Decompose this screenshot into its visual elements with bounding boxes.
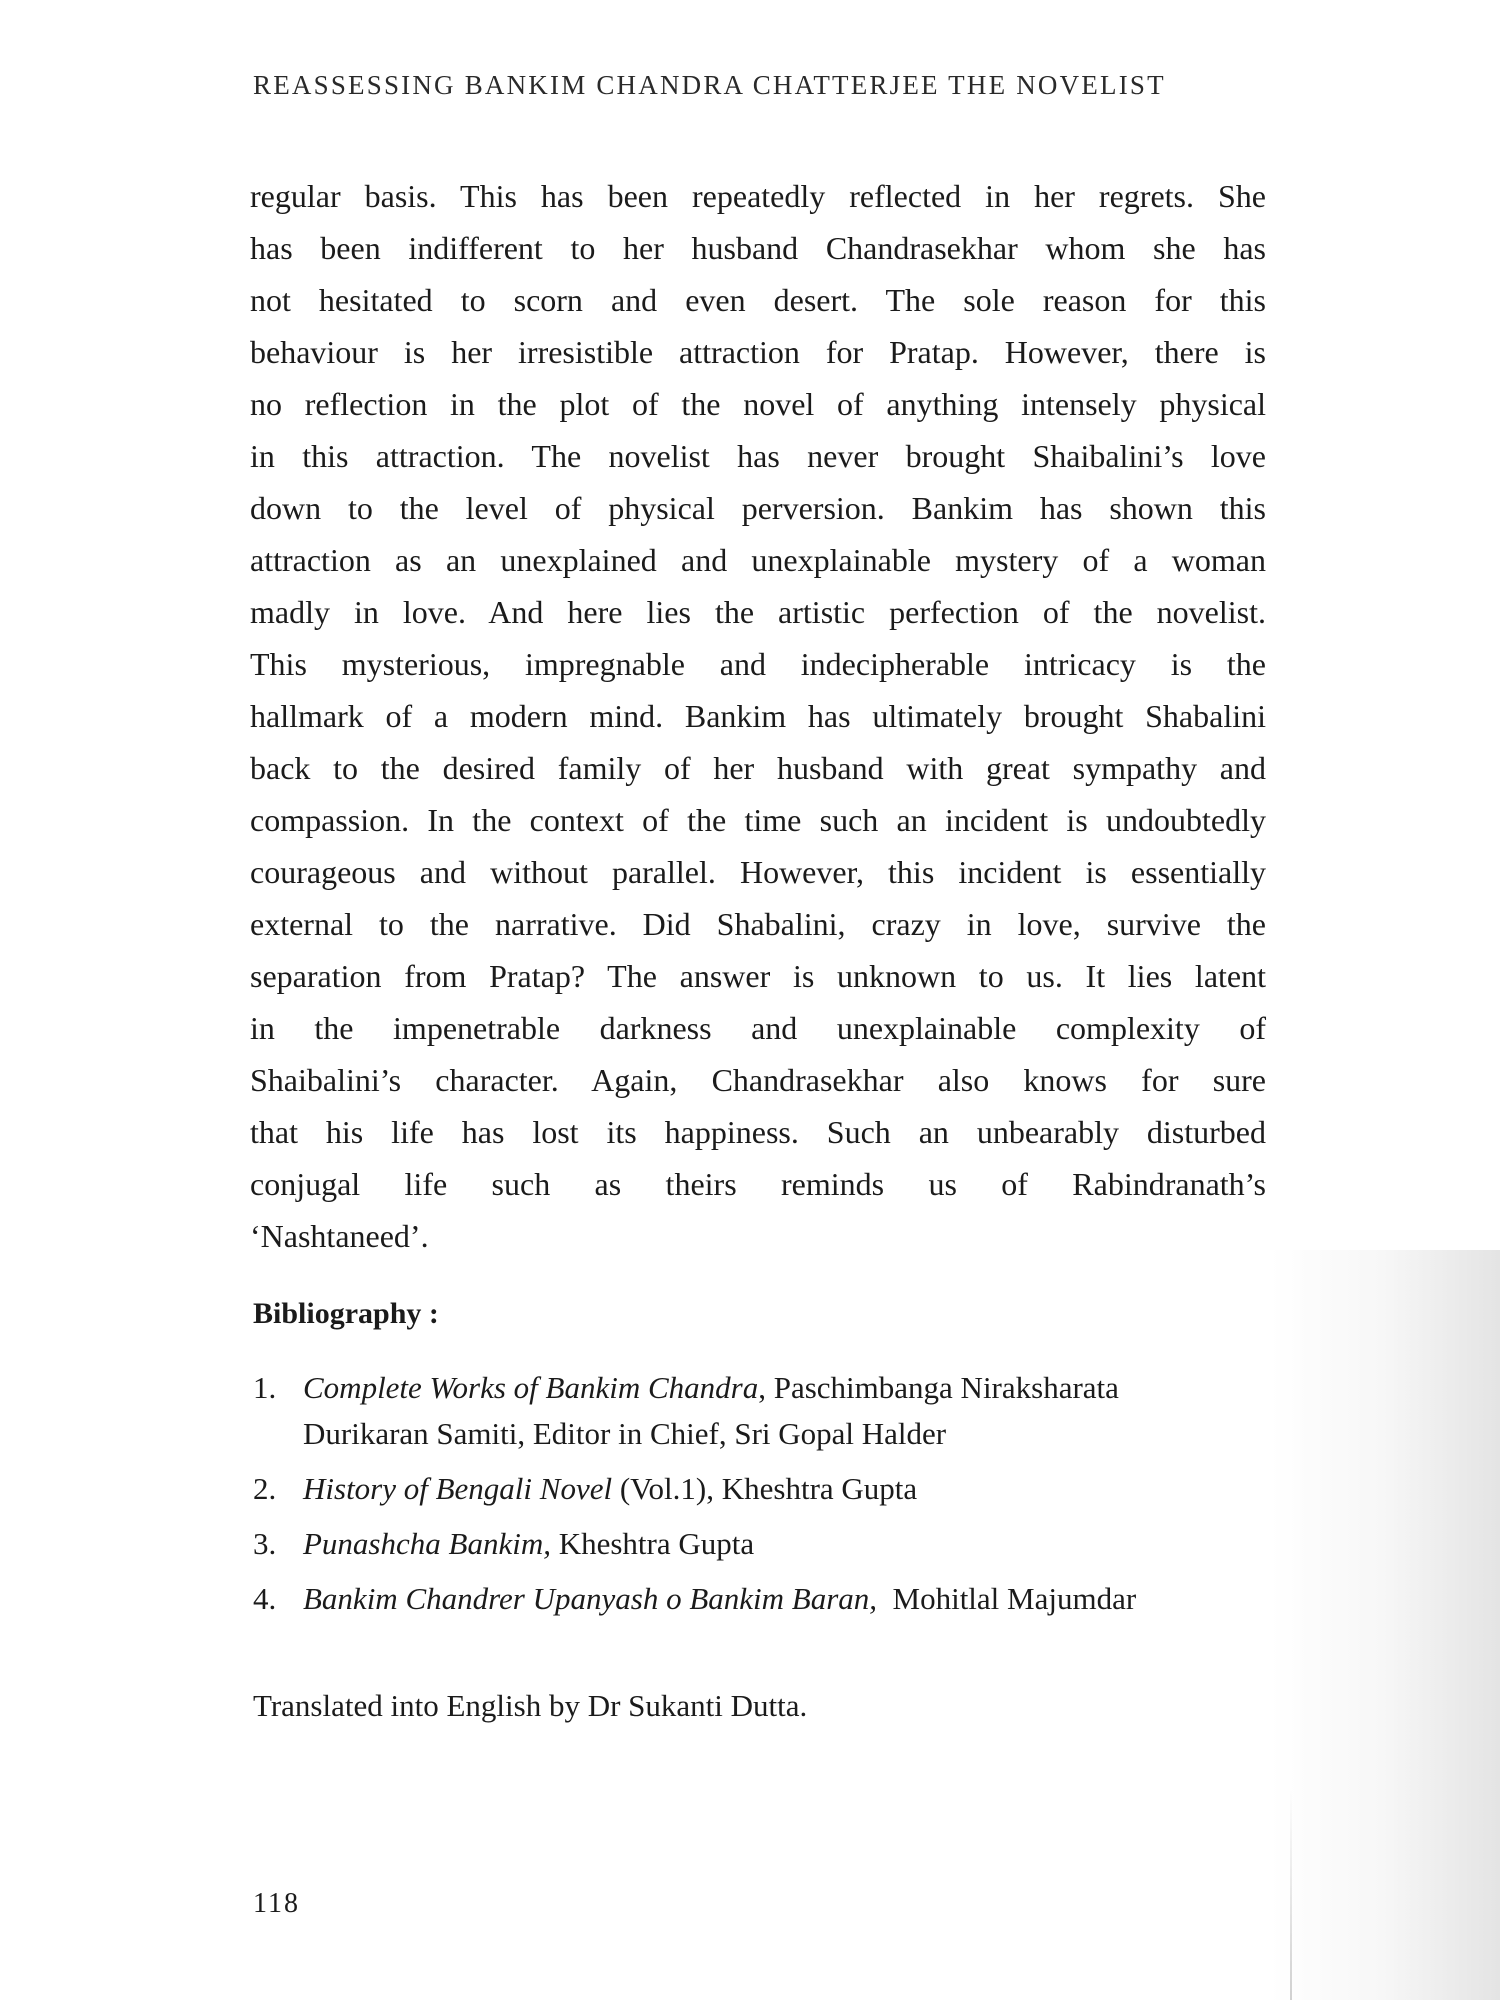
body-line: conjugal life such as theirs reminds us of Rabindranath’s [250,1166,1266,1202]
body-line: has been indifferent to her husband Chandrasekhar whom she has [250,230,1266,266]
bibliography-number: 4. [253,1581,277,1616]
bibliography-details: Mohitlal Majumdar [877,1581,1137,1616]
bibliography-details: , Paschimbanga Niraksharata [758,1370,1119,1405]
bibliography-list [253,1365,1263,1631]
body-line: not hesitated to scorn and even desert. The sole reason for this [250,282,1266,318]
bibliography-item [253,1576,1263,1622]
running-head: REASSESSING BANKIM CHANDRA CHATTERJEE THE NOVELIST [253,70,1166,100]
body-line: that his life has lost its happiness. Such an unbearably disturbed [250,1114,1266,1150]
body-line: external to the narrative. Did Shabalini, crazy in love, survive the [250,906,1266,942]
bibliography-details-continued: Durikaran Samiti, Editor in Chief, Sri Gopal Halder [303,1416,947,1451]
body-line: madly in love. And here lies the artistic perfection of the novelist. [250,594,1266,630]
bibliography-title: Complete Works of Bankim Chandra [303,1370,759,1405]
bibliography-title: Punashcha Bankim, [303,1526,551,1561]
body-line: courageous and without parallel. However, this incident is essentially [250,854,1266,890]
body-line: ‘Nashtaneed’. [250,1218,429,1254]
bibliography-title: History of Bengali Novel [303,1471,613,1506]
page-number: 118 [253,1888,300,1919]
bibliography-item [253,1521,1263,1567]
body-paragraph [250,170,1266,1262]
bibliography-item [253,1365,1263,1457]
translator-note: Translated into English by Dr Sukanti Dutta. [253,1688,808,1723]
body-line: This mysterious, impregnable and indecipherable intricacy is the [250,646,1266,682]
bibliography-number: 2. [253,1471,277,1506]
body-line: attraction as an unexplained and unexplainable mystery of a woman [250,542,1266,578]
body-line: Shaibalini’s character. Again, Chandrasekhar also knows for sure [250,1062,1266,1098]
gutter-line [1290,1790,1292,2000]
body-line: back to the desired family of her husband with great sympathy and [250,750,1266,786]
body-line: hallmark of a modern mind. Bankim has ultimately brought Shabalini [250,698,1266,734]
bibliography-number: 1. [253,1370,277,1405]
bibliography-number: 3. [253,1526,277,1561]
body-line: regular basis. This has been repeatedly reflected in her regrets. She [250,178,1266,214]
body-line: in the impenetrable darkness and unexplainable complexity of [250,1010,1266,1046]
body-line: in this attraction. The novelist has never brought Shaibalini’s love [250,438,1266,474]
gutter-shadow [1270,1250,1500,2000]
bibliography-title: Bankim Chandrer Upanyash o Bankim Baran, [303,1581,878,1616]
body-line: compassion. In the context of the time such an incident is undoubtedly [250,802,1266,838]
bibliography-details: (Vol.1), Kheshtra Gupta [612,1471,918,1506]
body-line: behaviour is her irresistible attraction for Pratap. However, there is [250,334,1266,370]
body-line: down to the level of physical perversion. Bankim has shown this [250,490,1266,526]
body-line: no reflection in the plot of the novel of anything intensely physical [250,386,1266,422]
body-line: separation from Pratap? The answer is unknown to us. It lies latent [250,958,1266,994]
bibliography-item [253,1466,1263,1512]
bibliography-details: Kheshtra Gupta [550,1526,755,1561]
bibliography-heading: Bibliography : [253,1297,439,1330]
